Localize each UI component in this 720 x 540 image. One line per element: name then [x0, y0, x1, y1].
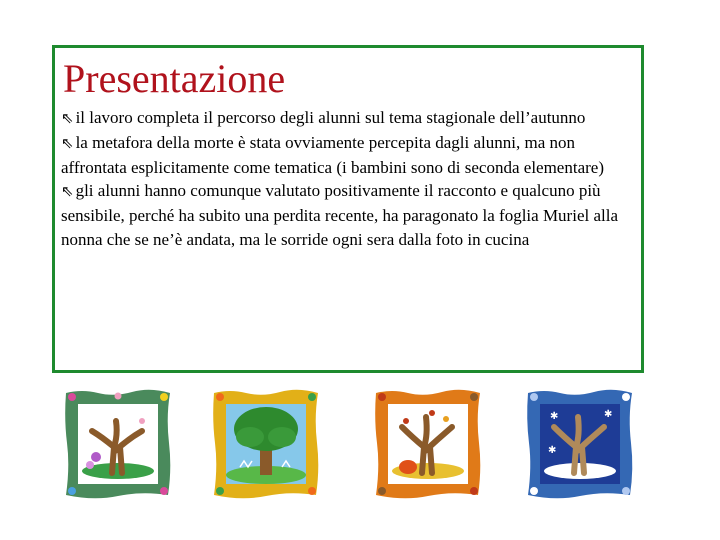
content-box	[52, 45, 644, 373]
bullet-item	[61, 106, 641, 131]
bullet-text: la metafora della morte è stata ovviamente percepita dagli alunni, ma non affrontata esplicitamente come tematica (i bambini sono di seconda elementare)	[61, 132, 604, 177]
summer-tree-icon	[210, 387, 322, 501]
arrow-up-left-icon: ⇖	[61, 133, 74, 152]
spring-tree-icon	[62, 387, 174, 501]
bullet-text: gli alunni hanno comunque valutato positivamente il racconto e qualcuno più sensibile, perché ha subito una perdita recente, ha paragonato la foglia Muriel alla nonna che se ne’è andata, ma le sorride ogni sera dalla foto in cucina	[61, 181, 618, 249]
svg-text:✱: ✱	[550, 411, 559, 422]
bullet-text: il lavoro completa il percorso degli alunni sul tema stagionale dell’autunno	[75, 108, 586, 127]
bullet-item	[61, 179, 641, 251]
svg-text:✱: ✱	[548, 445, 557, 456]
autumn-tree-icon	[372, 387, 484, 501]
svg-text:✱: ✱	[604, 409, 613, 420]
arrow-up-left-icon: ⇖	[61, 109, 74, 127]
slide-title: Presentazione	[63, 56, 286, 101]
bullet-list	[61, 106, 641, 252]
winter-tree-icon	[524, 387, 636, 501]
arrow-up-left-icon: ⇖	[61, 182, 74, 201]
bullet-item	[61, 131, 641, 180]
